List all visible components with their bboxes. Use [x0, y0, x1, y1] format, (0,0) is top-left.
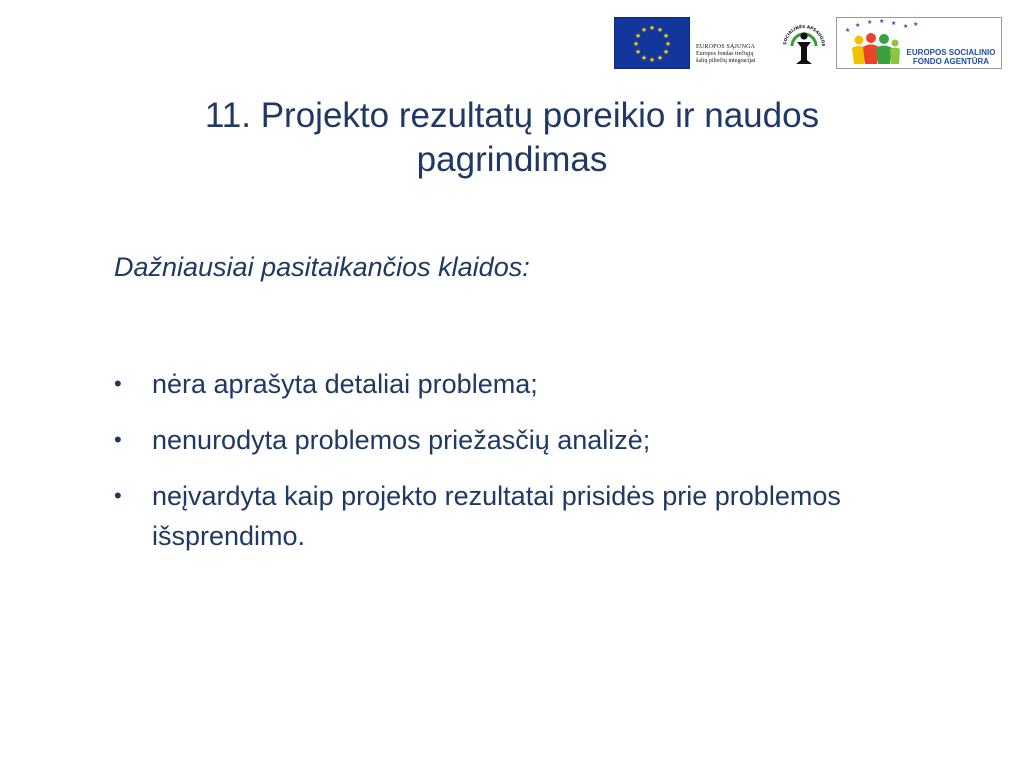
ministry-ring-text: SOCIALINĖS APSAUGOS — [782, 23, 827, 47]
bullet-text: nenurodyta problemos priežasčių analizė; — [152, 425, 651, 455]
bullet-text: nėra aprašyta detaliai problema; — [152, 369, 538, 399]
ministry-emblem-icon — [780, 16, 828, 72]
logo-strip — [614, 16, 1004, 72]
bullet-item — [112, 364, 942, 404]
eu-logo-line1: EUROPOS SĄJUNGA — [696, 44, 756, 50]
esfa-logo-text — [901, 48, 1001, 66]
ministry-logo — [780, 16, 828, 72]
esfa-logo-line1: EUROPOS SOCIALINIO — [906, 48, 996, 57]
bullet-dot-icon: • — [114, 371, 122, 396]
eu-flag-icon — [614, 17, 690, 69]
bullet-dot-icon: • — [114, 483, 122, 508]
svg-text:★: ★ — [632, 40, 640, 48]
svg-text:★: ★ — [648, 56, 656, 64]
eu-logo-line3: šalių piliečių integracijai — [696, 58, 756, 64]
svg-text:★: ★ — [845, 27, 851, 34]
section-subtitle: Dažniausiai pasitaikančios klaidos: — [114, 252, 530, 282]
svg-text:★: ★ — [879, 18, 885, 25]
svg-text:★: ★ — [913, 21, 919, 28]
svg-text:★: ★ — [662, 32, 670, 40]
slide-title-line1: 11. Projekto rezultatų poreikio ir naudos — [204, 96, 820, 135]
eu-logo-text — [696, 44, 772, 65]
svg-text:★: ★ — [664, 40, 672, 48]
bullet-item — [112, 476, 942, 556]
slide-title — [112, 94, 912, 182]
svg-text:★: ★ — [656, 26, 664, 34]
slide-title-line2: pagrindimas — [416, 140, 608, 179]
svg-text:★: ★ — [662, 48, 670, 56]
svg-text:★: ★ — [656, 54, 664, 62]
bullet-dot-icon: • — [114, 427, 122, 452]
svg-text:★: ★ — [640, 26, 648, 34]
svg-text:★: ★ — [891, 20, 897, 27]
svg-text:★: ★ — [903, 23, 909, 30]
esfa-logo — [836, 17, 1002, 69]
eu-stars-icon — [615, 18, 689, 68]
svg-text:★: ★ — [867, 19, 873, 26]
bullet-item — [112, 420, 942, 460]
svg-text:★: ★ — [634, 32, 642, 40]
svg-text:SOCIALINĖS APSAUGOS IR DARBO M — [780, 16, 826, 47]
esfa-logo-line2: FONDO AGENTŪRA — [912, 57, 990, 66]
svg-text:★: ★ — [648, 24, 656, 32]
svg-text:★: ★ — [640, 54, 648, 62]
bullet-text: neįvardyta kaip projekto rezultatai prisidės prie problemos išsprendimo. — [152, 481, 841, 551]
bullet-list — [112, 364, 942, 572]
svg-text:★: ★ — [634, 48, 642, 56]
svg-text:★: ★ — [855, 22, 861, 29]
eu-logo-line2: Europos fondas trečiųjų — [696, 51, 754, 57]
eu-logo — [614, 17, 766, 69]
